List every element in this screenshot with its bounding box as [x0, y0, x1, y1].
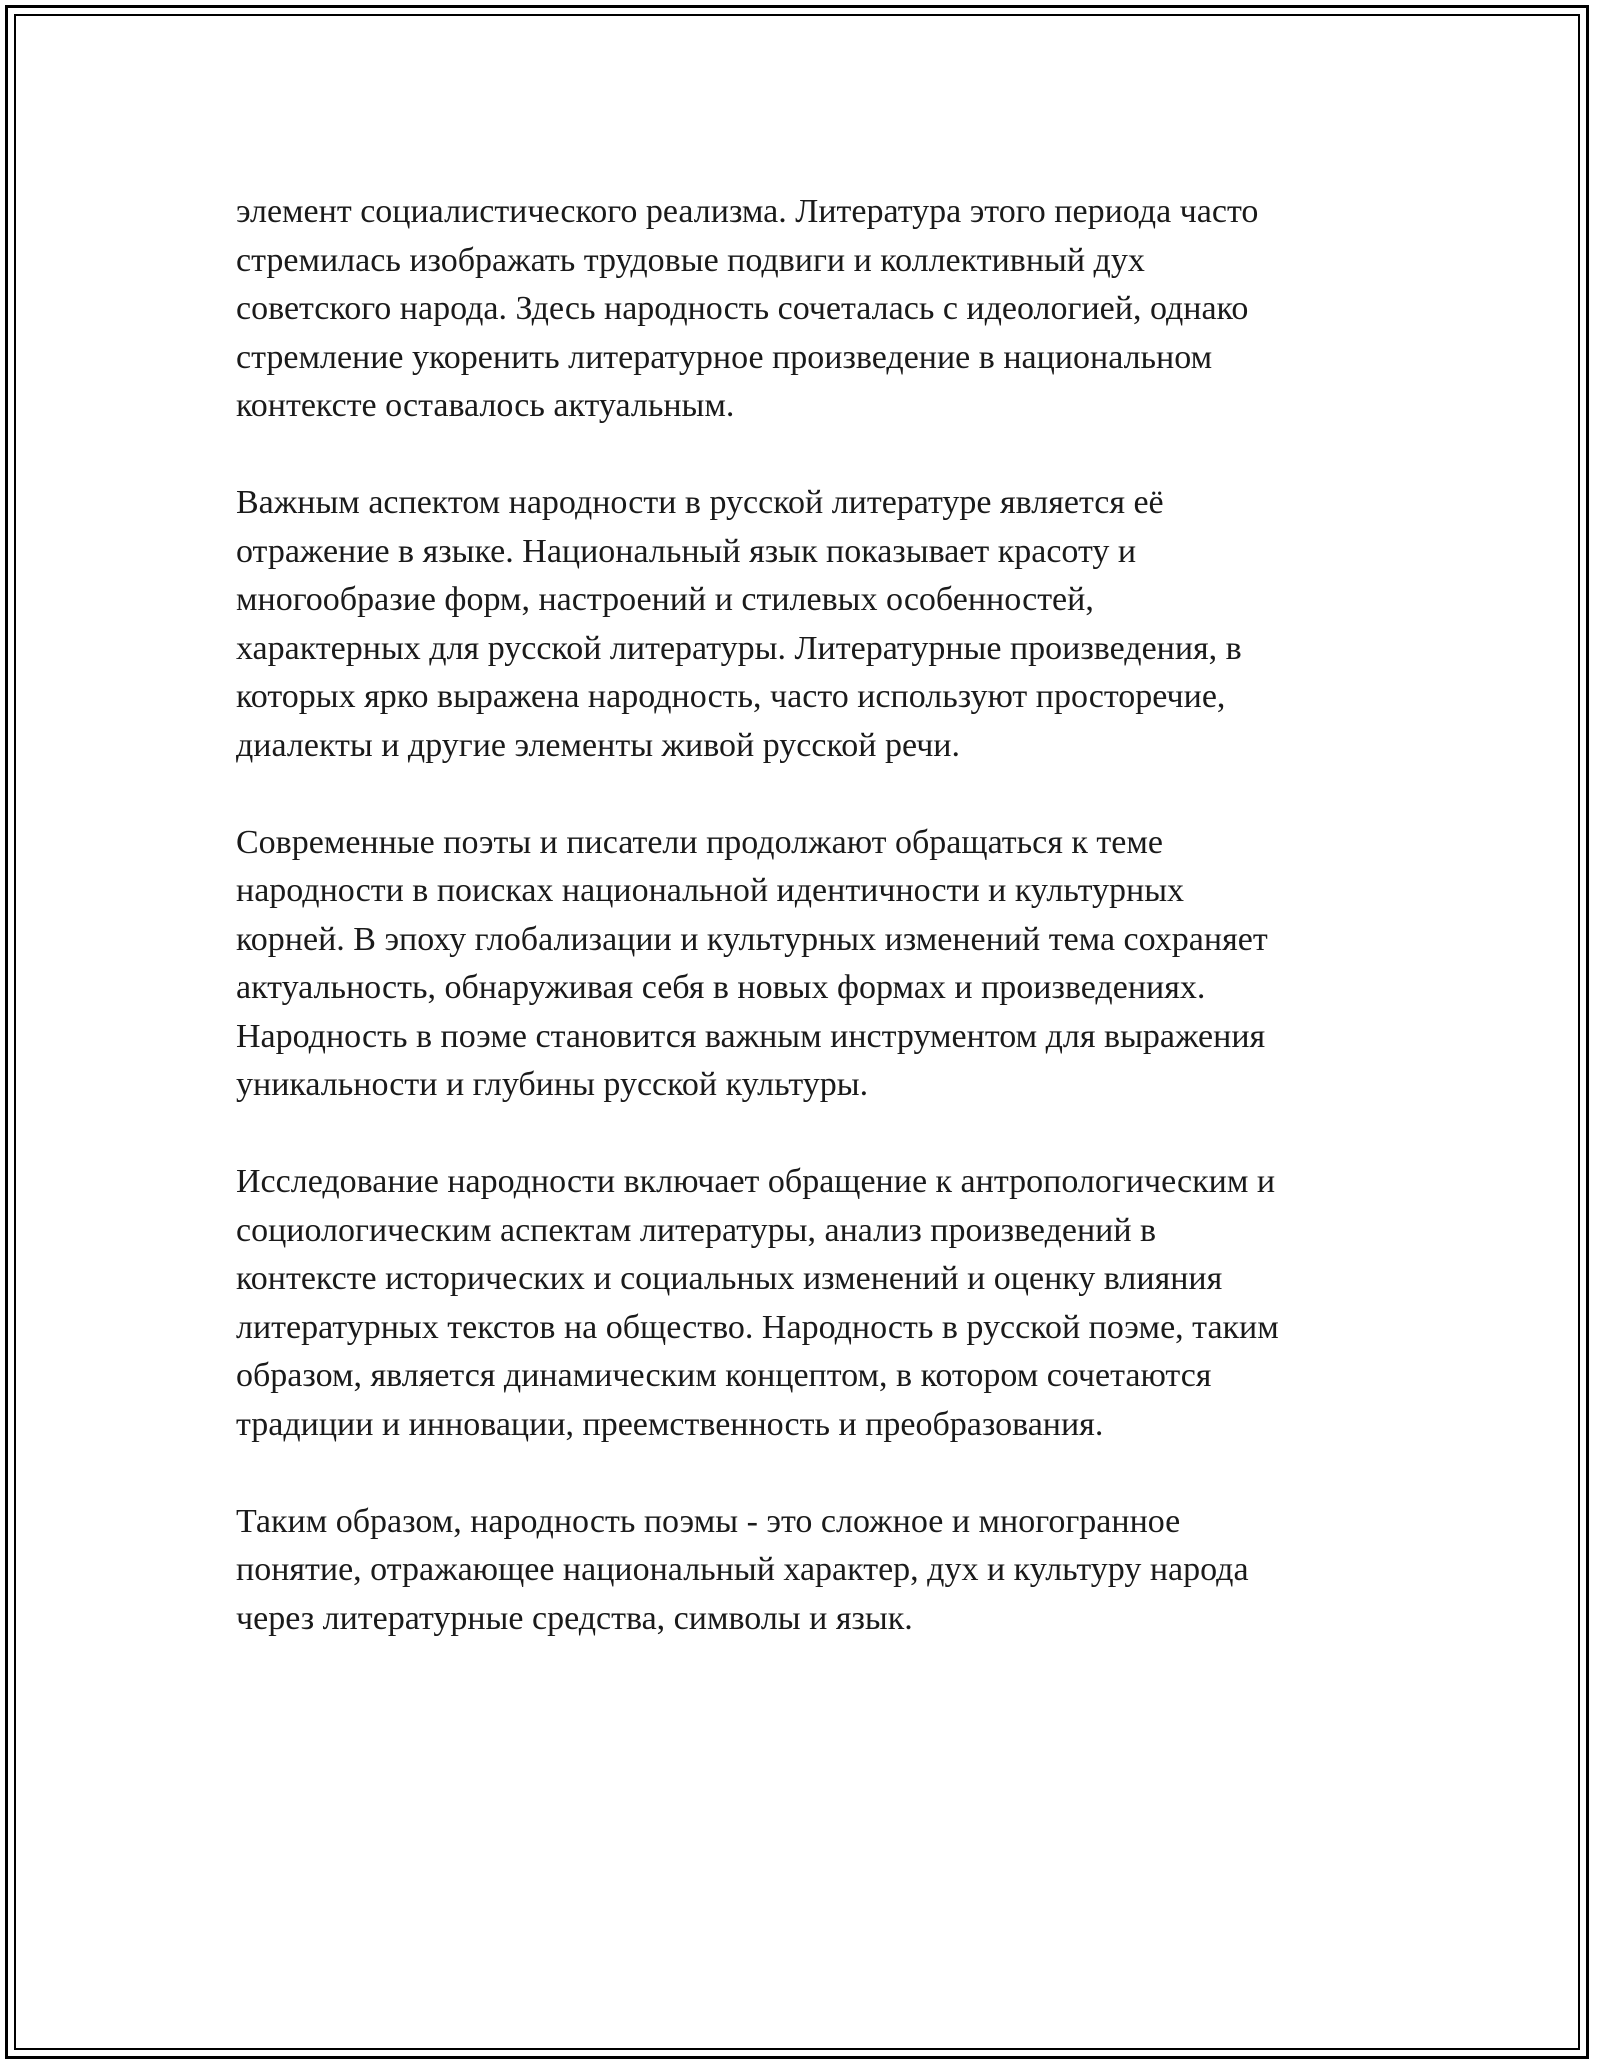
- paragraph-modern-poets: Современные поэты и писатели продолжают обращаться к теме народности в поисках национальной идентичности и культурных корней. В эпоху глобализации и культурных изменений тема сохраняет актуальность, обнаруживая себя в новых формах и произведениях. Народность в поэме становится важным инструментом для выражения уникальности и глубины русской культуры.: [236, 823, 1268, 1103]
- paragraph-language-aspect: Важным аспектом народности в русской литературе является её отражение в языке. Национальный язык показывает красоту и многообразие форм, настроений и стилевых особенностей, характерных для русской литературы. Литературные произведения, в которых ярко выражена народность, часто используют просторечие, диалекты и другие элементы живой русской речи.: [236, 484, 1242, 764]
- paragraph-research: Исследование народности включает обращение к антропологическим и социологическим аспектам литературы, анализ произведений в контексте исторических и социальных изменений и оценку влияния литературных текстов на общество. Народность в русской поэме, таким образом, является динамическим концептом, в котором сочетаются традиции и инновации, преемственность и преобразования.: [236, 1163, 1279, 1443]
- paragraph-socialist-realism: элемент социалистического реализма. Литература этого периода часто стремилась изображать трудовые подвиги и коллективный дух советского народа. Здесь народность сочеталась с идеологией, однако стремление укоренить литературное произведение в национальном контексте оставалось актуальным.: [236, 193, 1259, 424]
- document-body: [236, 188, 1376, 1643]
- paragraph-conclusion: Таким образом, народность поэмы - это сложное и многогранное понятие, отражающее национальный характер, дух и культуру народа через литературные средства, символы и язык.: [236, 1502, 1249, 1637]
